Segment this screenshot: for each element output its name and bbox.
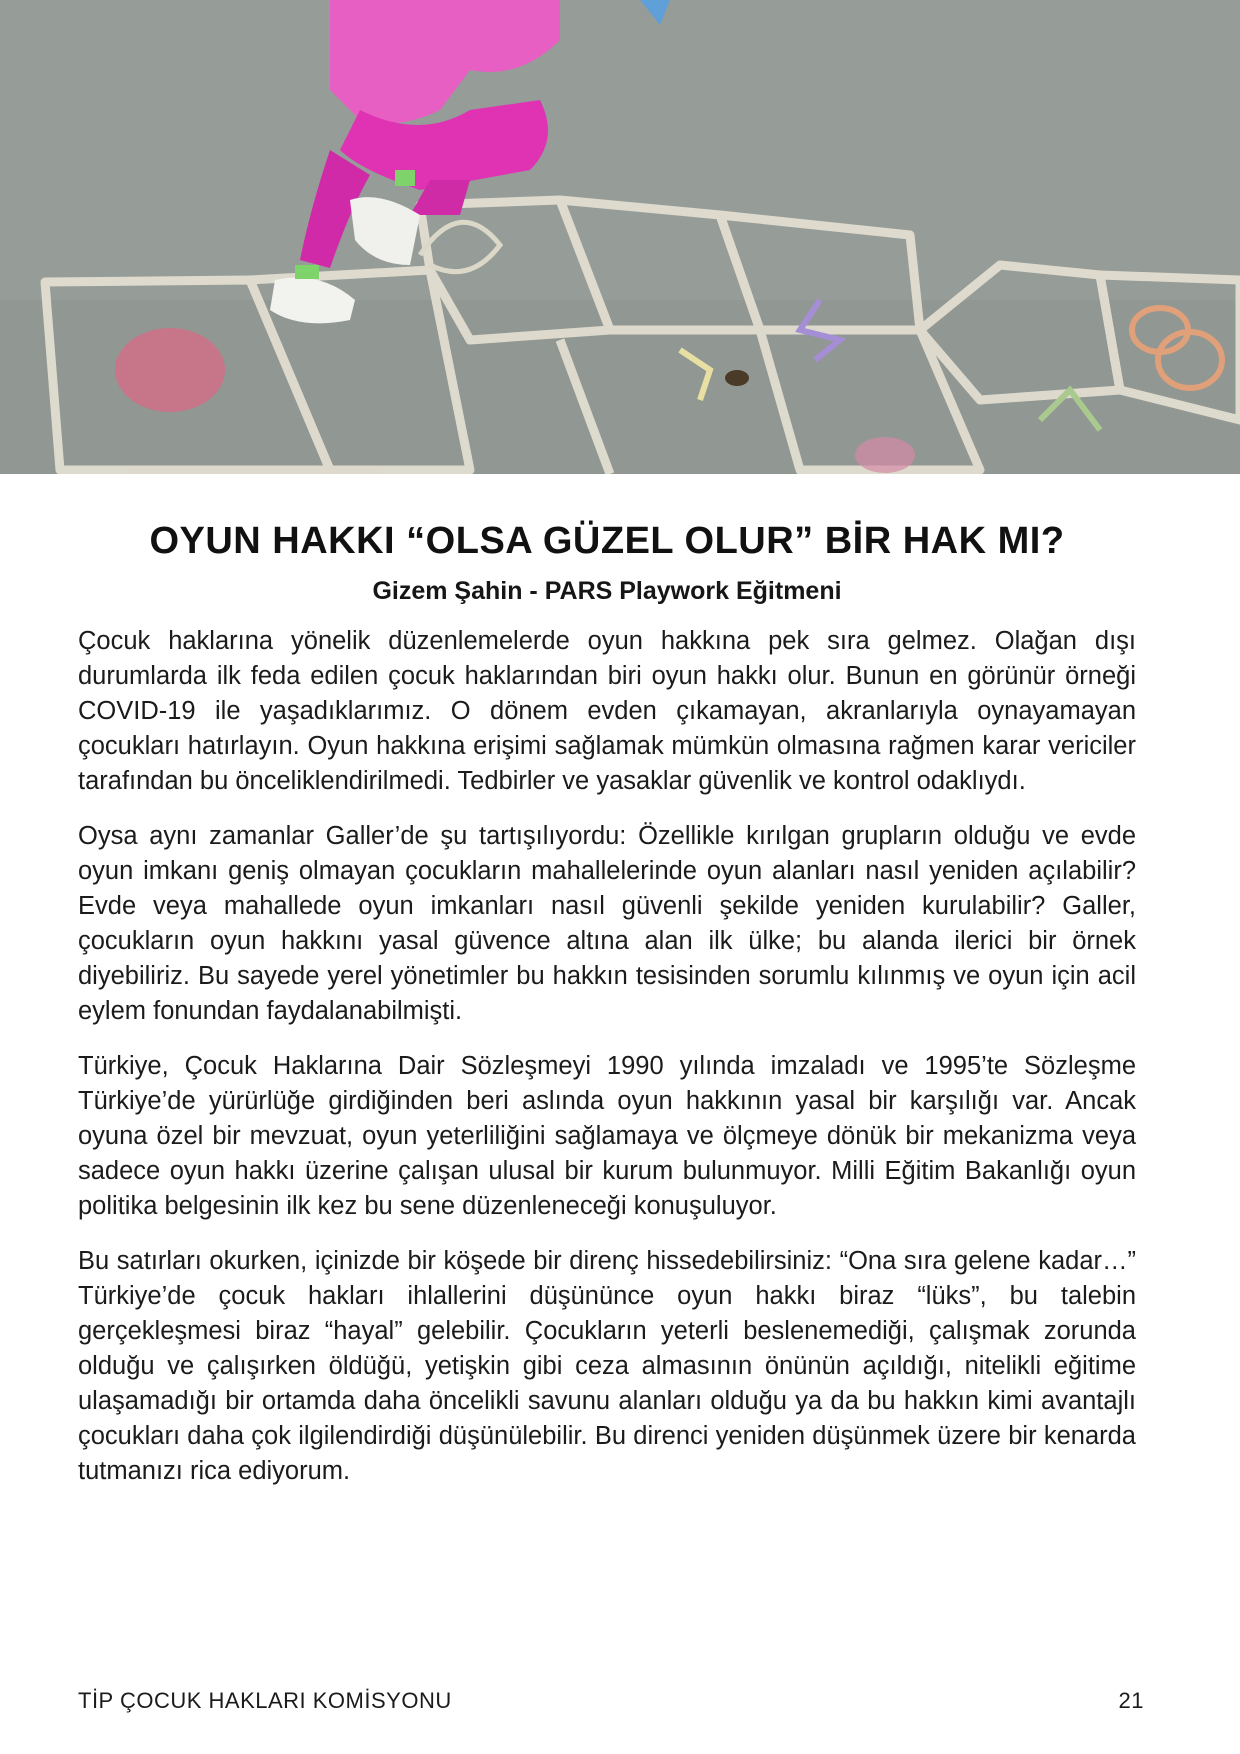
paragraph-2: Oysa aynı zamanlar Galler’de şu tartışılıyordu: Özellikle kırılgan grupların olduğu ve evde oyun imkanı geniş olmayan çocukların mahallelerinde oyun alanları nasıl yeniden açılabilir? Evde veya mahallede oyun imkanları nasıl güvenli şekilde yeniden kurulabilir? Galler, çocukların oyun hakkını yasal güvence altına alan ilk ülke; bu alanda ilerici bir örnek diyebiliriz. Bu sayede yerel yönetimler bu hakkın tesisinden sorumlu kılınmış ve oyun için acil eylem fonundan faydalanabilmişti. [78,822,1136,1025]
publication-name: TİP ÇOCUK HAKLARI KOMİSYONU [78,1688,452,1713]
hopscotch-illustration [0,0,1240,474]
hopscotch-photo [0,0,1240,474]
page-number: 21 [1118,1688,1144,1713]
paragraph-4: Bu satırları okurken, içinizde bir köşede bir direnç hissedebilirsiniz: “Ona sıra gelene kadar…” Türkiye’de çocuk hakları ihlallerini düşününce oyun hakkı biraz “lüks”, bu talebin gerçekleşmesi biraz “hayal” gelebilir. Çocukların yeterli beslenemediği, çalışmak zorunda olduğu ve çalışırken öldüğü, yetişkin gibi ceza almasının önünün açıldığı, nitelikli eğitime ulaşamadığı bir ortamda daha öncelikli savunu alanları olduğu ya da bu hakkın kimi avantajlı çocukları daha çok ilgilendirdiği düşünülebilir. Bu direnci yeniden düşünmek üzere bir kenarda tutmanızı rica ediyorum. [78,1247,1136,1485]
paragraph-1: Çocuk haklarına yönelik düzenlemelerde oyun hakkına pek sıra gelmez. Olağan dışı durumlarda ilk feda edilen çocuk haklarından biri oyun hakkı olur. Bunun en görünür örneği COVID-19 ile yaşadıklarımız. O dönem evden çıkamayan, akranlarıyla oynayamayan çocukları hatırlayın. Oyun hakkına erişimi sağlamak mümkün olmasına rağmen karar vericiler tarafından bu önceliklendirilmedi. Tedbirler ve yasaklar güvenlik ve kontrol odaklıydı. [78,627,1136,795]
page-footer [78,1688,1144,1714]
paragraph-3: Türkiye, Çocuk Haklarına Dair Sözleşmeyi 1990 yılında imzaladı ve 1995’te Sözleşme Türkiye’de yürürlüğe girdiğinden beri aslında oyun hakkının yasal bir karşılığı var. Ancak oyuna özel bir mevzuat, oyun yeterliliğini sağlamaya ve ölçmeye dönük bir mekanizma veya sadece oyun hakkı üzerine çalışan ulusal bir kurum bulunmuyor. Milli Eğitim Bakanlığı oyun politika belgesinin ilk kez bu sene düzenleneceği konuşuluyor. [78,1052,1136,1220]
article-author: Gizem Şahin - PARS Playwork Eğitmeni [372,577,842,605]
article-title: OYUN HAKKI “OLSA GÜZEL OLUR” BİR HAK MI? [149,520,1065,562]
article [78,500,1136,1509]
